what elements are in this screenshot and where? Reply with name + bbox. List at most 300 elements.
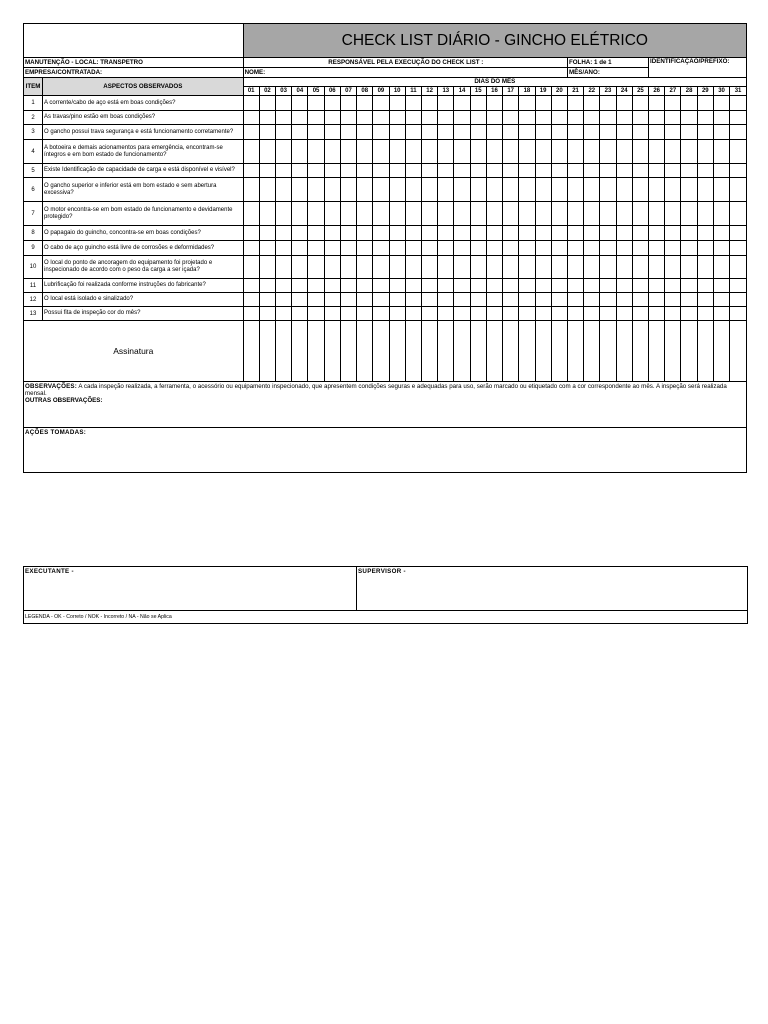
check-cell[interactable] xyxy=(340,178,356,202)
check-cell[interactable] xyxy=(454,307,470,321)
check-cell[interactable] xyxy=(697,279,713,293)
signature-cell[interactable] xyxy=(243,321,259,382)
check-cell[interactable] xyxy=(324,164,340,178)
check-cell[interactable] xyxy=(454,111,470,125)
signature-cell[interactable] xyxy=(503,321,519,382)
check-cell[interactable] xyxy=(308,125,324,140)
signature-cell[interactable] xyxy=(340,321,356,382)
signature-cell[interactable] xyxy=(292,321,308,382)
check-cell[interactable] xyxy=(551,111,567,125)
check-cell[interactable] xyxy=(308,226,324,241)
check-cell[interactable] xyxy=(421,293,437,307)
check-cell[interactable] xyxy=(243,241,259,256)
check-cell[interactable] xyxy=(584,178,600,202)
check-cell[interactable] xyxy=(276,226,292,241)
check-cell[interactable] xyxy=(616,178,632,202)
check-cell[interactable] xyxy=(357,293,373,307)
check-cell[interactable] xyxy=(340,307,356,321)
check-cell[interactable] xyxy=(519,293,535,307)
check-cell[interactable] xyxy=(243,293,259,307)
check-cell[interactable] xyxy=(503,96,519,111)
check-cell[interactable] xyxy=(438,307,454,321)
check-cell[interactable] xyxy=(535,241,551,256)
check-cell[interactable] xyxy=(713,202,729,226)
check-cell[interactable] xyxy=(519,307,535,321)
check-cell[interactable] xyxy=(730,111,747,125)
check-cell[interactable] xyxy=(389,226,405,241)
check-cell[interactable] xyxy=(519,125,535,140)
check-cell[interactable] xyxy=(665,202,681,226)
check-cell[interactable] xyxy=(616,96,632,111)
check-cell[interactable] xyxy=(389,111,405,125)
check-cell[interactable] xyxy=(308,202,324,226)
check-cell[interactable] xyxy=(308,178,324,202)
check-cell[interactable] xyxy=(308,111,324,125)
signature-cell[interactable] xyxy=(713,321,729,382)
check-cell[interactable] xyxy=(551,96,567,111)
check-cell[interactable] xyxy=(243,202,259,226)
check-cell[interactable] xyxy=(292,307,308,321)
check-cell[interactable] xyxy=(551,125,567,140)
check-cell[interactable] xyxy=(324,293,340,307)
check-cell[interactable] xyxy=(324,111,340,125)
check-cell[interactable] xyxy=(389,125,405,140)
check-cell[interactable] xyxy=(519,111,535,125)
empresa-field[interactable]: EMPRESA/CONTRATADA: xyxy=(24,68,244,78)
check-cell[interactable] xyxy=(681,140,697,164)
acoes-tomadas-field[interactable]: AÇÕES TOMADAS: xyxy=(24,428,747,473)
check-cell[interactable] xyxy=(681,96,697,111)
check-cell[interactable] xyxy=(438,96,454,111)
check-cell[interactable] xyxy=(665,111,681,125)
check-cell[interactable] xyxy=(276,164,292,178)
check-cell[interactable] xyxy=(454,164,470,178)
check-cell[interactable] xyxy=(470,125,486,140)
signature-cell[interactable] xyxy=(665,321,681,382)
check-cell[interactable] xyxy=(519,140,535,164)
check-cell[interactable] xyxy=(292,164,308,178)
check-cell[interactable] xyxy=(405,293,421,307)
check-cell[interactable] xyxy=(665,164,681,178)
check-cell[interactable] xyxy=(389,293,405,307)
check-cell[interactable] xyxy=(584,96,600,111)
check-cell[interactable] xyxy=(632,202,648,226)
check-cell[interactable] xyxy=(470,96,486,111)
check-cell[interactable] xyxy=(243,279,259,293)
check-cell[interactable] xyxy=(567,96,583,111)
signature-cell[interactable] xyxy=(681,321,697,382)
check-cell[interactable] xyxy=(616,279,632,293)
check-cell[interactable] xyxy=(389,307,405,321)
check-cell[interactable] xyxy=(259,293,275,307)
check-cell[interactable] xyxy=(567,293,583,307)
check-cell[interactable] xyxy=(697,96,713,111)
check-cell[interactable] xyxy=(373,164,389,178)
check-cell[interactable] xyxy=(600,140,616,164)
check-cell[interactable] xyxy=(519,241,535,256)
check-cell[interactable] xyxy=(567,164,583,178)
check-cell[interactable] xyxy=(616,202,632,226)
check-cell[interactable] xyxy=(665,279,681,293)
check-cell[interactable] xyxy=(373,96,389,111)
check-cell[interactable] xyxy=(486,202,502,226)
check-cell[interactable] xyxy=(584,140,600,164)
check-cell[interactable] xyxy=(551,293,567,307)
check-cell[interactable] xyxy=(308,164,324,178)
check-cell[interactable] xyxy=(259,279,275,293)
check-cell[interactable] xyxy=(730,226,747,241)
check-cell[interactable] xyxy=(713,279,729,293)
signature-cell[interactable] xyxy=(697,321,713,382)
check-cell[interactable] xyxy=(243,178,259,202)
check-cell[interactable] xyxy=(308,256,324,279)
check-cell[interactable] xyxy=(454,202,470,226)
check-cell[interactable] xyxy=(503,202,519,226)
check-cell[interactable] xyxy=(357,178,373,202)
check-cell[interactable] xyxy=(584,111,600,125)
check-cell[interactable] xyxy=(519,202,535,226)
check-cell[interactable] xyxy=(730,96,747,111)
check-cell[interactable] xyxy=(697,125,713,140)
check-cell[interactable] xyxy=(649,279,665,293)
check-cell[interactable] xyxy=(438,178,454,202)
check-cell[interactable] xyxy=(632,111,648,125)
check-cell[interactable] xyxy=(340,111,356,125)
check-cell[interactable] xyxy=(697,178,713,202)
check-cell[interactable] xyxy=(632,307,648,321)
check-cell[interactable] xyxy=(600,279,616,293)
check-cell[interactable] xyxy=(454,226,470,241)
check-cell[interactable] xyxy=(730,125,747,140)
signature-cell[interactable] xyxy=(584,321,600,382)
signature-cell[interactable] xyxy=(470,321,486,382)
check-cell[interactable] xyxy=(519,178,535,202)
check-cell[interactable] xyxy=(567,226,583,241)
check-cell[interactable] xyxy=(600,164,616,178)
check-cell[interactable] xyxy=(681,256,697,279)
check-cell[interactable] xyxy=(438,202,454,226)
check-cell[interactable] xyxy=(551,226,567,241)
check-cell[interactable] xyxy=(357,307,373,321)
check-cell[interactable] xyxy=(308,307,324,321)
check-cell[interactable] xyxy=(259,256,275,279)
check-cell[interactable] xyxy=(665,256,681,279)
check-cell[interactable] xyxy=(681,164,697,178)
check-cell[interactable] xyxy=(486,256,502,279)
check-cell[interactable] xyxy=(649,293,665,307)
check-cell[interactable] xyxy=(324,178,340,202)
check-cell[interactable] xyxy=(259,307,275,321)
signature-cell[interactable] xyxy=(600,321,616,382)
check-cell[interactable] xyxy=(373,256,389,279)
check-cell[interactable] xyxy=(616,125,632,140)
check-cell[interactable] xyxy=(713,96,729,111)
check-cell[interactable] xyxy=(697,226,713,241)
signature-cell[interactable] xyxy=(405,321,421,382)
check-cell[interactable] xyxy=(324,125,340,140)
check-cell[interactable] xyxy=(405,164,421,178)
check-cell[interactable] xyxy=(324,279,340,293)
check-cell[interactable] xyxy=(421,256,437,279)
check-cell[interactable] xyxy=(649,241,665,256)
check-cell[interactable] xyxy=(551,307,567,321)
check-cell[interactable] xyxy=(665,293,681,307)
check-cell[interactable] xyxy=(681,293,697,307)
executante-field[interactable]: EXECUTANTE - xyxy=(24,567,357,611)
check-cell[interactable] xyxy=(503,164,519,178)
check-cell[interactable] xyxy=(665,96,681,111)
check-cell[interactable] xyxy=(292,178,308,202)
check-cell[interactable] xyxy=(438,279,454,293)
check-cell[interactable] xyxy=(713,111,729,125)
check-cell[interactable] xyxy=(324,307,340,321)
check-cell[interactable] xyxy=(389,279,405,293)
check-cell[interactable] xyxy=(454,125,470,140)
check-cell[interactable] xyxy=(616,226,632,241)
check-cell[interactable] xyxy=(421,96,437,111)
check-cell[interactable] xyxy=(454,279,470,293)
check-cell[interactable] xyxy=(357,241,373,256)
check-cell[interactable] xyxy=(373,241,389,256)
check-cell[interactable] xyxy=(276,96,292,111)
check-cell[interactable] xyxy=(730,293,747,307)
check-cell[interactable] xyxy=(551,279,567,293)
check-cell[interactable] xyxy=(681,111,697,125)
check-cell[interactable] xyxy=(470,111,486,125)
check-cell[interactable] xyxy=(584,164,600,178)
check-cell[interactable] xyxy=(292,140,308,164)
check-cell[interactable] xyxy=(308,241,324,256)
check-cell[interactable] xyxy=(632,279,648,293)
signature-cell[interactable] xyxy=(373,321,389,382)
check-cell[interactable] xyxy=(503,241,519,256)
check-cell[interactable] xyxy=(405,96,421,111)
check-cell[interactable] xyxy=(421,241,437,256)
signature-cell[interactable] xyxy=(649,321,665,382)
check-cell[interactable] xyxy=(503,279,519,293)
check-cell[interactable] xyxy=(697,164,713,178)
check-cell[interactable] xyxy=(340,164,356,178)
signature-cell[interactable] xyxy=(632,321,648,382)
check-cell[interactable] xyxy=(389,164,405,178)
check-cell[interactable] xyxy=(567,178,583,202)
check-cell[interactable] xyxy=(389,241,405,256)
check-cell[interactable] xyxy=(454,241,470,256)
check-cell[interactable] xyxy=(535,256,551,279)
check-cell[interactable] xyxy=(730,202,747,226)
check-cell[interactable] xyxy=(632,293,648,307)
check-cell[interactable] xyxy=(438,111,454,125)
check-cell[interactable] xyxy=(243,125,259,140)
signature-cell[interactable] xyxy=(551,321,567,382)
check-cell[interactable] xyxy=(373,140,389,164)
signature-cell[interactable] xyxy=(357,321,373,382)
check-cell[interactable] xyxy=(259,140,275,164)
check-cell[interactable] xyxy=(535,96,551,111)
check-cell[interactable] xyxy=(730,279,747,293)
check-cell[interactable] xyxy=(535,226,551,241)
check-cell[interactable] xyxy=(649,96,665,111)
check-cell[interactable] xyxy=(551,241,567,256)
check-cell[interactable] xyxy=(340,256,356,279)
check-cell[interactable] xyxy=(438,256,454,279)
check-cell[interactable] xyxy=(340,125,356,140)
check-cell[interactable] xyxy=(503,293,519,307)
check-cell[interactable] xyxy=(438,140,454,164)
check-cell[interactable] xyxy=(243,111,259,125)
signature-cell[interactable] xyxy=(276,321,292,382)
check-cell[interactable] xyxy=(486,279,502,293)
check-cell[interactable] xyxy=(276,307,292,321)
check-cell[interactable] xyxy=(519,164,535,178)
signature-cell[interactable] xyxy=(259,321,275,382)
check-cell[interactable] xyxy=(470,178,486,202)
check-cell[interactable] xyxy=(730,307,747,321)
check-cell[interactable] xyxy=(438,164,454,178)
check-cell[interactable] xyxy=(421,178,437,202)
check-cell[interactable] xyxy=(438,293,454,307)
check-cell[interactable] xyxy=(535,111,551,125)
check-cell[interactable] xyxy=(373,178,389,202)
check-cell[interactable] xyxy=(551,256,567,279)
check-cell[interactable] xyxy=(470,226,486,241)
check-cell[interactable] xyxy=(503,256,519,279)
check-cell[interactable] xyxy=(616,307,632,321)
check-cell[interactable] xyxy=(486,178,502,202)
check-cell[interactable] xyxy=(567,111,583,125)
check-cell[interactable] xyxy=(259,226,275,241)
check-cell[interactable] xyxy=(454,96,470,111)
check-cell[interactable] xyxy=(632,226,648,241)
check-cell[interactable] xyxy=(665,178,681,202)
check-cell[interactable] xyxy=(616,256,632,279)
check-cell[interactable] xyxy=(632,140,648,164)
check-cell[interactable] xyxy=(649,226,665,241)
check-cell[interactable] xyxy=(567,256,583,279)
check-cell[interactable] xyxy=(470,140,486,164)
check-cell[interactable] xyxy=(389,256,405,279)
check-cell[interactable] xyxy=(276,111,292,125)
check-cell[interactable] xyxy=(340,202,356,226)
check-cell[interactable] xyxy=(535,140,551,164)
check-cell[interactable] xyxy=(259,111,275,125)
check-cell[interactable] xyxy=(357,226,373,241)
check-cell[interactable] xyxy=(600,293,616,307)
check-cell[interactable] xyxy=(519,226,535,241)
check-cell[interactable] xyxy=(259,125,275,140)
check-cell[interactable] xyxy=(535,293,551,307)
check-cell[interactable] xyxy=(503,178,519,202)
check-cell[interactable] xyxy=(389,140,405,164)
check-cell[interactable] xyxy=(373,125,389,140)
check-cell[interactable] xyxy=(357,125,373,140)
check-cell[interactable] xyxy=(405,111,421,125)
check-cell[interactable] xyxy=(276,178,292,202)
check-cell[interactable] xyxy=(324,140,340,164)
check-cell[interactable] xyxy=(340,96,356,111)
check-cell[interactable] xyxy=(649,307,665,321)
check-cell[interactable] xyxy=(584,279,600,293)
check-cell[interactable] xyxy=(503,111,519,125)
check-cell[interactable] xyxy=(324,241,340,256)
check-cell[interactable] xyxy=(292,202,308,226)
check-cell[interactable] xyxy=(567,279,583,293)
check-cell[interactable] xyxy=(681,226,697,241)
supervisor-field[interactable]: SUPERVISOR - xyxy=(357,567,748,611)
check-cell[interactable] xyxy=(551,140,567,164)
check-cell[interactable] xyxy=(713,226,729,241)
signature-cell[interactable] xyxy=(616,321,632,382)
check-cell[interactable] xyxy=(357,256,373,279)
check-cell[interactable] xyxy=(454,178,470,202)
check-cell[interactable] xyxy=(713,293,729,307)
check-cell[interactable] xyxy=(373,111,389,125)
check-cell[interactable] xyxy=(243,226,259,241)
check-cell[interactable] xyxy=(454,293,470,307)
check-cell[interactable] xyxy=(730,140,747,164)
check-cell[interactable] xyxy=(665,140,681,164)
check-cell[interactable] xyxy=(421,111,437,125)
check-cell[interactable] xyxy=(519,256,535,279)
check-cell[interactable] xyxy=(357,140,373,164)
check-cell[interactable] xyxy=(405,226,421,241)
check-cell[interactable] xyxy=(308,140,324,164)
check-cell[interactable] xyxy=(470,241,486,256)
check-cell[interactable] xyxy=(292,111,308,125)
check-cell[interactable] xyxy=(730,256,747,279)
signature-cell[interactable] xyxy=(486,321,502,382)
check-cell[interactable] xyxy=(259,202,275,226)
check-cell[interactable] xyxy=(697,140,713,164)
check-cell[interactable] xyxy=(584,125,600,140)
check-cell[interactable] xyxy=(357,111,373,125)
check-cell[interactable] xyxy=(616,164,632,178)
check-cell[interactable] xyxy=(373,293,389,307)
check-cell[interactable] xyxy=(519,279,535,293)
check-cell[interactable] xyxy=(551,202,567,226)
check-cell[interactable] xyxy=(438,125,454,140)
signature-cell[interactable] xyxy=(519,321,535,382)
check-cell[interactable] xyxy=(405,241,421,256)
check-cell[interactable] xyxy=(681,241,697,256)
check-cell[interactable] xyxy=(486,241,502,256)
check-cell[interactable] xyxy=(665,226,681,241)
check-cell[interactable] xyxy=(373,307,389,321)
check-cell[interactable] xyxy=(421,140,437,164)
check-cell[interactable] xyxy=(421,226,437,241)
check-cell[interactable] xyxy=(665,125,681,140)
check-cell[interactable] xyxy=(405,140,421,164)
check-cell[interactable] xyxy=(470,307,486,321)
check-cell[interactable] xyxy=(697,307,713,321)
check-cell[interactable] xyxy=(340,293,356,307)
check-cell[interactable] xyxy=(730,178,747,202)
check-cell[interactable] xyxy=(292,256,308,279)
check-cell[interactable] xyxy=(292,226,308,241)
check-cell[interactable] xyxy=(340,140,356,164)
check-cell[interactable] xyxy=(632,164,648,178)
check-cell[interactable] xyxy=(535,125,551,140)
check-cell[interactable] xyxy=(632,178,648,202)
check-cell[interactable] xyxy=(486,111,502,125)
check-cell[interactable] xyxy=(276,202,292,226)
check-cell[interactable] xyxy=(324,96,340,111)
check-cell[interactable] xyxy=(584,256,600,279)
check-cell[interactable] xyxy=(730,241,747,256)
check-cell[interactable] xyxy=(405,178,421,202)
signature-cell[interactable] xyxy=(389,321,405,382)
check-cell[interactable] xyxy=(486,293,502,307)
